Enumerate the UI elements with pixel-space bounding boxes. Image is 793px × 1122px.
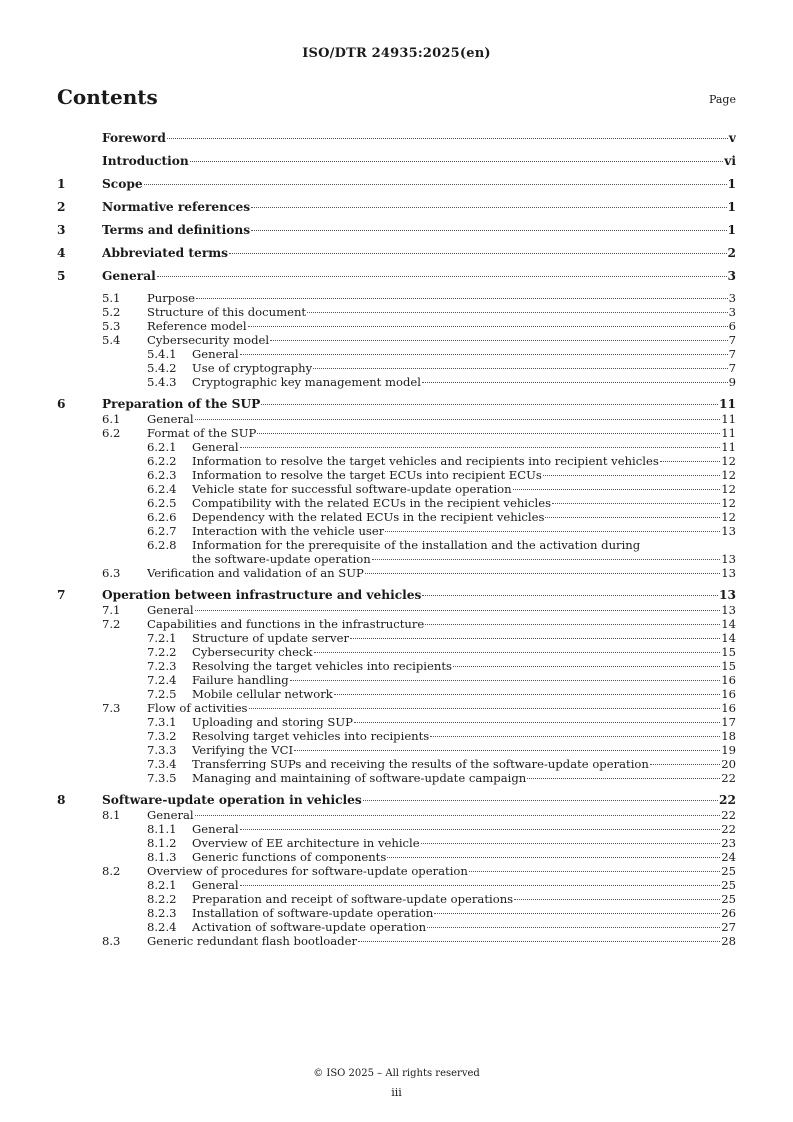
toc-entry-page: v	[728, 131, 736, 145]
toc-entry-number: 6.3	[102, 566, 121, 580]
toc-entry[interactable]	[57, 333, 736, 347]
dot-leader	[240, 447, 721, 448]
toc-entry-page: 3	[727, 269, 736, 283]
toc-entry-page: 27	[721, 920, 736, 934]
toc-entry-number: 2	[57, 200, 66, 214]
toc-entry-number: 6	[57, 397, 66, 411]
toc-entry-page: 22	[721, 808, 736, 822]
toc-entry-page: 23	[721, 836, 736, 850]
toc-entry-number: 7.2.5	[147, 687, 177, 701]
toc-entry-page: 25	[721, 892, 736, 906]
toc-entry-title: General	[102, 269, 156, 283]
toc-entry-title: Reference model	[147, 319, 247, 333]
toc-entry-title: Verification and validation of an SUP	[147, 566, 364, 580]
dot-leader	[514, 899, 720, 900]
dot-leader	[249, 708, 721, 709]
toc-entry-page: 17	[721, 715, 736, 729]
toc-entry-title: Abbreviated terms	[102, 246, 228, 260]
toc-entry-number: 8.2.4	[147, 920, 177, 934]
toc-entry-number: 4	[57, 246, 66, 260]
dot-leader	[358, 941, 720, 942]
toc-entry-number: 6.2.6	[147, 510, 177, 524]
dot-leader	[240, 354, 728, 355]
dot-leader	[167, 138, 728, 139]
dot-leader	[363, 800, 718, 801]
dot-leader	[251, 230, 726, 231]
toc-entry-number: 5.4.3	[147, 375, 177, 389]
toc-entry-number: 7.2.2	[147, 645, 177, 659]
toc-entry-title: Preparation of the SUP	[102, 397, 261, 411]
toc-entry-number: 7.3.1	[147, 715, 177, 729]
toc-entry-page: 12	[721, 454, 736, 468]
toc-entry[interactable]	[57, 729, 736, 743]
dot-leader	[422, 382, 728, 383]
toc-entry[interactable]	[57, 347, 736, 361]
toc-entry-page: 26	[721, 906, 736, 920]
toc-entry-title: General	[147, 412, 194, 426]
toc-entry[interactable]	[57, 808, 736, 822]
toc-entry[interactable]	[57, 792, 736, 808]
toc-entry[interactable]	[57, 440, 736, 454]
dot-leader	[430, 736, 720, 737]
toc-entry-number: 6.2.8	[147, 538, 177, 552]
dot-leader	[660, 461, 720, 462]
toc-entry-page: 12	[721, 510, 736, 524]
page-column-label: Page	[708, 93, 736, 106]
toc-entry[interactable]	[57, 850, 736, 864]
toc-entry-title: Information to resolve the target vehicles and recipients into recipient vehicles	[192, 454, 659, 468]
dot-leader	[425, 624, 720, 625]
dot-leader	[251, 207, 726, 208]
toc-entry[interactable]	[57, 524, 736, 538]
toc-entry[interactable]	[57, 617, 736, 631]
toc-entry[interactable]	[57, 659, 736, 673]
toc-entry-number: 7.3.3	[147, 743, 177, 757]
toc-entry-number: 6.2.7	[147, 524, 177, 538]
dot-leader	[543, 475, 720, 476]
toc-entry[interactable]	[57, 864, 736, 878]
dot-leader	[248, 326, 728, 327]
toc-entry-number: 5.2	[102, 305, 121, 319]
toc-entry[interactable]	[57, 920, 736, 934]
dot-leader	[552, 503, 720, 504]
toc-entry-title: General	[192, 822, 239, 836]
toc-entry-page: 7	[728, 333, 736, 347]
dot-leader	[240, 885, 721, 886]
toc-entry[interactable]	[57, 319, 736, 333]
document-header: ISO/DTR 24935:2025(en)	[302, 46, 491, 61]
toc-entry-title: Interaction with the vehicle user	[192, 524, 385, 538]
toc-entry-number: 3	[57, 223, 66, 237]
toc-entry[interactable]	[57, 631, 736, 645]
toc-entry-title: Information for the prerequisite of the installation and the activation during	[192, 538, 641, 552]
toc-entry-page: 7	[728, 361, 736, 375]
dot-leader	[195, 419, 721, 420]
toc-entry[interactable]	[57, 836, 736, 850]
toc-entry-title: Capabilities and functions in the infrastructure	[147, 617, 425, 631]
toc-entry-number: 6.2.2	[147, 454, 177, 468]
toc-entry-page: 11	[721, 440, 736, 454]
toc-entry-number: 5.4.1	[147, 347, 177, 361]
toc-entry-title: Generic functions of components	[192, 850, 387, 864]
toc-entry-number: 1	[57, 177, 66, 191]
toc-entry-number: 7.2.4	[147, 673, 177, 687]
toc-entry-page: vi	[724, 154, 736, 168]
toc-entry-number: 7.1	[102, 603, 121, 617]
dot-leader	[334, 694, 720, 695]
toc-entry-title: Mobile cellular network	[192, 687, 333, 701]
toc-entry-title: General	[147, 603, 194, 617]
toc-entry-title: Structure of this document	[147, 305, 307, 319]
dot-leader	[240, 829, 721, 830]
toc-entry-title: General	[147, 808, 194, 822]
toc-entry-page: 12	[721, 468, 736, 482]
dot-leader	[350, 638, 720, 639]
toc-entry-number: 7.3.5	[147, 771, 177, 785]
toc-entry-title: Overview of procedures for software-update operation	[147, 864, 468, 878]
toc-entry-page: 15	[721, 645, 736, 659]
toc-entry-title: Software-update operation in vehicles	[102, 793, 362, 807]
toc-entry-page: 11	[719, 397, 736, 411]
toc-entry-title: Flow of activities	[147, 701, 248, 715]
toc-entry-page: 22	[721, 771, 736, 785]
dot-leader	[195, 610, 721, 611]
toc-entry-page: 20	[721, 757, 736, 771]
toc-entry-number: 5	[57, 269, 66, 283]
toc-entry-title: Verifying the VCI	[192, 743, 294, 757]
toc-entry[interactable]	[57, 412, 736, 426]
toc-entry-title: Cryptographic key management model	[192, 375, 421, 389]
toc-entry-page: 12	[721, 482, 736, 496]
toc-entry-page: 16	[721, 701, 736, 715]
dot-leader	[427, 927, 720, 928]
dot-leader	[365, 573, 720, 574]
toc-entry-title-continued: the software-update operation	[192, 552, 371, 566]
toc-entry[interactable]	[57, 496, 736, 510]
dot-leader	[545, 517, 720, 518]
dot-leader	[314, 652, 721, 653]
toc-entry[interactable]	[57, 566, 736, 580]
toc-entry[interactable]	[57, 715, 736, 729]
toc-entry[interactable]	[57, 361, 736, 375]
toc-entry-title: General	[192, 878, 239, 892]
toc-entry-title: Scope	[102, 177, 143, 191]
dot-leader	[190, 161, 723, 162]
toc-entry-page: 25	[721, 864, 736, 878]
dot-leader	[372, 559, 721, 560]
toc-entry-page: 18	[721, 729, 736, 743]
dot-leader	[290, 680, 721, 681]
toc-entry[interactable]	[57, 645, 736, 659]
toc-entry-number: 7.3.4	[147, 757, 177, 771]
toc-entry-title: Resolving target vehicles into recipients	[192, 729, 430, 743]
dot-leader	[229, 253, 727, 254]
toc-entry-number: 7.2	[102, 617, 121, 631]
toc-entry-number: 8.1.2	[147, 836, 177, 850]
toc-entry-number: 8.1.3	[147, 850, 177, 864]
toc-entry-page: 3	[728, 291, 736, 305]
toc-entry-page: 16	[721, 673, 736, 687]
toc-entry-title: Resolving the target vehicles into recipients	[192, 659, 452, 673]
toc-entry-page: 14	[721, 617, 736, 631]
toc-entry-title: Normative references	[102, 200, 251, 214]
dot-leader	[434, 913, 720, 914]
dot-leader	[144, 184, 727, 185]
toc-entry[interactable]	[57, 673, 736, 687]
toc-entry[interactable]	[57, 130, 736, 146]
toc-entry[interactable]	[57, 426, 736, 440]
toc-entry-number: 8.2	[102, 864, 121, 878]
dot-leader	[294, 750, 720, 751]
toc-entry[interactable]	[57, 222, 736, 238]
dot-leader	[453, 666, 720, 667]
toc-entry[interactable]	[57, 892, 736, 906]
toc-entry-page: 13	[721, 524, 736, 538]
toc-entry-title: Cybersecurity check	[192, 645, 313, 659]
toc-entry-page: 19	[721, 743, 736, 757]
toc-entry[interactable]	[57, 153, 736, 169]
toc-entry-number: 6.2.1	[147, 440, 177, 454]
toc-entry[interactable]	[57, 305, 736, 319]
toc-entry-title: Generic redundant flash bootloader	[147, 934, 357, 948]
toc-entry-title: Dependency with the related ECUs in the recipient vehicles	[192, 510, 545, 524]
toc-entry[interactable]	[57, 538, 736, 566]
toc-entry-title: Introduction	[102, 154, 189, 168]
toc-entry-title: Information to resolve the target ECUs into recipient ECUs	[192, 468, 542, 482]
toc-entry-number: 8.2.3	[147, 906, 177, 920]
toc-entry[interactable]	[57, 587, 736, 603]
toc-entry[interactable]	[57, 510, 736, 524]
toc-entry-page: 13	[721, 566, 736, 580]
toc-entry-title: Uploading and storing SUP	[192, 715, 353, 729]
toc-entry[interactable]	[57, 375, 736, 389]
toc-entry-page: 22	[719, 793, 736, 807]
toc-entry-title: Preparation and receipt of software-update operations	[192, 892, 514, 906]
toc-entry-number: 7.2.3	[147, 659, 177, 673]
toc-entry-page: 15	[721, 659, 736, 673]
toc-entry-number: 7	[57, 588, 66, 602]
dot-leader	[650, 764, 720, 765]
toc-entry-number: 8.1	[102, 808, 121, 822]
dot-leader	[527, 778, 720, 779]
toc-entry-number: 6.2.5	[147, 496, 177, 510]
toc-entry-title: Structure of update server	[192, 631, 350, 645]
toc-entry-title: Terms and definitions	[102, 223, 251, 237]
toc-entry[interactable]	[57, 822, 736, 836]
toc-entry[interactable]	[57, 603, 736, 617]
toc-entry[interactable]	[57, 757, 736, 771]
toc-entry[interactable]	[57, 176, 736, 192]
toc-entry[interactable]	[57, 743, 736, 757]
dot-leader	[157, 276, 727, 277]
toc-entry-title: Foreword	[102, 131, 166, 145]
toc-entry-page: 12	[721, 496, 736, 510]
toc-entry[interactable]	[57, 687, 736, 701]
toc-entry-title: Managing and maintaining of software-update campaign	[192, 771, 527, 785]
page-number: iii	[391, 1086, 402, 1099]
toc-entry-number: 8	[57, 793, 66, 807]
toc-entry-title: Format of the SUP	[147, 426, 257, 440]
toc-entry-number: 5.1	[102, 291, 121, 305]
toc-entry-page: 14	[721, 631, 736, 645]
dot-leader	[387, 857, 720, 858]
dot-leader	[313, 368, 727, 369]
toc-entry[interactable]	[57, 878, 736, 892]
toc-entry-page: 6	[728, 319, 736, 333]
toc-entry-number: 8.2.2	[147, 892, 177, 906]
dot-leader	[196, 298, 728, 299]
toc-entry-page: 13	[721, 552, 736, 566]
toc-entry-title: Operation between infrastructure and vehicles	[102, 588, 422, 602]
toc-entry-title: Overview of EE architecture in vehicle	[192, 836, 420, 850]
dot-leader	[195, 815, 721, 816]
toc-entry-page: 1	[727, 200, 736, 214]
dot-leader	[513, 489, 721, 490]
toc-entry-title: Use of cryptography	[192, 361, 313, 375]
toc-entry-number: 6.2	[102, 426, 121, 440]
toc-entry-number: 8.2.1	[147, 878, 177, 892]
dot-leader	[469, 871, 720, 872]
toc-entry[interactable]	[57, 482, 736, 496]
toc-entry[interactable]	[57, 934, 736, 948]
dot-leader	[270, 340, 727, 341]
toc-entry-page: 1	[727, 223, 736, 237]
toc-entry[interactable]	[57, 268, 736, 284]
toc-entry[interactable]	[57, 245, 736, 261]
toc-entry[interactable]	[57, 701, 736, 715]
toc-entry-page: 11	[721, 412, 736, 426]
toc-entry-title: General	[192, 440, 239, 454]
toc-entry[interactable]	[57, 468, 736, 482]
toc-entry-number: 5.4	[102, 333, 121, 347]
toc-entry-page: 25	[721, 878, 736, 892]
page-title: Contents	[57, 85, 158, 109]
toc-entry-page: 7	[728, 347, 736, 361]
dot-leader	[307, 312, 728, 313]
toc-entry-page: 24	[721, 850, 736, 864]
toc-entry-page: 9	[728, 375, 736, 389]
toc-entry-number: 5.3	[102, 319, 121, 333]
toc-entry-number: 5.4.2	[147, 361, 177, 375]
dot-leader	[261, 404, 718, 405]
toc-entry-number: 6.2.4	[147, 482, 177, 496]
toc-entry-title: Cybersecurity model	[147, 333, 270, 347]
toc-entry-number: 7.2.1	[147, 631, 177, 645]
toc-entry-page: 22	[721, 822, 736, 836]
toc-entry-title: Installation of software-update operation	[192, 906, 434, 920]
toc-entry-page: 11	[721, 426, 736, 440]
toc-entry-number: 6.1	[102, 412, 121, 426]
dot-leader	[385, 531, 720, 532]
dot-leader	[257, 433, 720, 434]
toc-entry[interactable]	[57, 454, 736, 468]
toc-entry-title: Compatibility with the related ECUs in the recipient vehicles	[192, 496, 552, 510]
toc-entry-page: 16	[721, 687, 736, 701]
toc-entry-number: 8.3	[102, 934, 121, 948]
toc-entry[interactable]	[57, 199, 736, 215]
toc-entry[interactable]	[57, 771, 736, 785]
toc-entry[interactable]	[57, 906, 736, 920]
toc-entry[interactable]	[57, 396, 736, 412]
table-of-contents	[57, 130, 736, 948]
toc-entry-title: Failure handling	[192, 673, 289, 687]
toc-entry[interactable]	[57, 291, 736, 305]
toc-entry-number: 6.2.3	[147, 468, 177, 482]
toc-entry-number: 7.3	[102, 701, 121, 715]
copyright-notice: © ISO 2025 – All rights reserved	[313, 1068, 480, 1079]
toc-entry-number: 8.1.1	[147, 822, 177, 836]
toc-entry-page: 13	[721, 603, 736, 617]
toc-entry-title: Purpose	[147, 291, 196, 305]
dot-leader	[354, 722, 720, 723]
toc-entry-page: 28	[721, 934, 736, 948]
toc-entry-title: Vehicle state for successful software-update operation	[192, 482, 512, 496]
toc-entry-page: 13	[719, 588, 736, 602]
toc-entry-title: Activation of software-update operation	[192, 920, 427, 934]
toc-entry-title: Transferring SUPs and receiving the results of the software-update operation	[192, 757, 649, 771]
dot-leader	[422, 595, 718, 596]
toc-entry-page: 3	[728, 305, 736, 319]
toc-entry-page: 2	[727, 246, 736, 260]
dot-leader	[421, 843, 721, 844]
toc-entry-title: General	[192, 347, 239, 361]
toc-entry-number: 7.3.2	[147, 729, 177, 743]
toc-entry-page: 1	[727, 177, 736, 191]
